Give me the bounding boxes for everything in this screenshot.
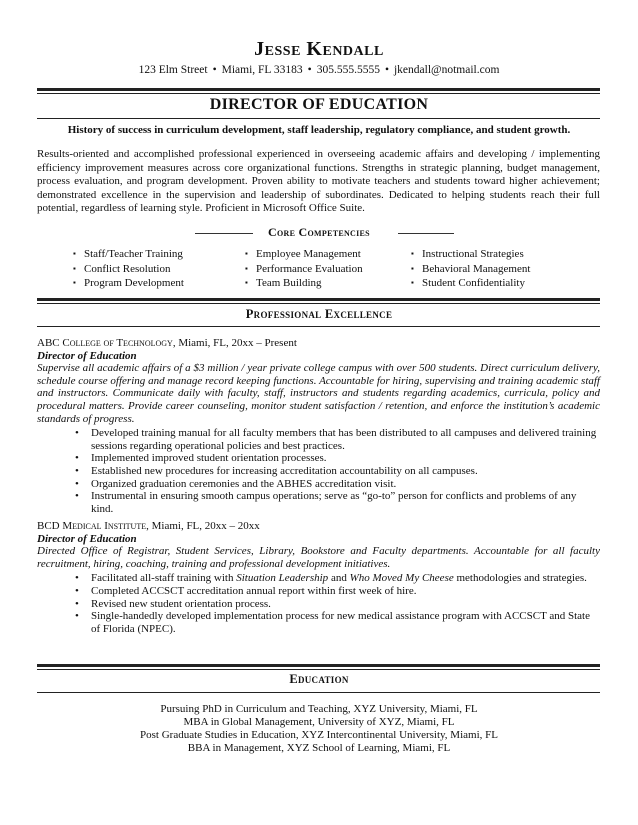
education-entry: Post Graduate Studies in Education, XYZ Intercontinental University, Miami, FL [140, 729, 498, 741]
achievement-item: • Implemented improved student orientation processes. [37, 452, 600, 465]
emphasis-text: Who Moved My Cheese [349, 572, 454, 585]
contact-separator: • [307, 64, 312, 76]
education-entry: BBA in Management, XYZ School of Learning, Miami, FL [187, 742, 451, 754]
achievement-item: • Organized graduation ceremonies and the ABHES accreditation visit. [37, 478, 600, 491]
core-competencies-title: Core Competencies [268, 225, 370, 239]
job-2-location-dates: , Miami, FL, 20xx – 20xx [146, 520, 260, 532]
tagline: History of success in curriculum development, staff leadership, regulatory compliance, and student growth. [67, 124, 571, 136]
experience-rule-top-thin [37, 303, 600, 304]
competency-item: ▪ Instructional Strategies [411, 247, 530, 262]
competency-item: ▪ Employee Management [245, 247, 363, 262]
education-rule-top-thick [37, 664, 600, 667]
core-rule-right [398, 233, 454, 234]
competency-item: ▪ Conflict Resolution [73, 262, 184, 277]
competency-column-1 [73, 247, 184, 291]
competency-item: ▪ Staff/Teacher Training [73, 247, 184, 262]
job-1 [37, 337, 600, 515]
achievement-item: • Developed training manual for all faculty members that has been distributed to all campuses and delivered training sessions regarding operational policies and best practices. [37, 427, 600, 452]
achievement-item: • Instrumental in ensuring smooth campus operations; serve as “go-to” person for conflicts and problems of any kind. [37, 490, 600, 515]
job-1-description: Supervise all academic affairs of a $3 million / year private college campus with over 500 students. Direct curriculum delivery, schedule course offering and manage record keeping functions. Accountable for hiring, supervising and training academic staff and instructors. Communicate daily with faculty, staff, instructors and students regarding academics, curricula, policy and procedural matters. Provide career counseling, monitor student satisfaction / retention, and enforce the institution’s academic standards of progress. [37, 362, 600, 425]
experience-section-title: Professional Excellence [245, 307, 393, 321]
job-2-description: Directed Office of Registrar, Student Services, Library, Bookstore and Faculty departments. Accountable for all faculty recruitment, hiring, coaching, training and professional development initiatives. [37, 545, 600, 570]
job-2 [37, 520, 600, 635]
experience-rule-bottom [37, 326, 600, 327]
achievement-item: • Completed ACCSCT accreditation annual report within first week of hire. [37, 585, 600, 598]
emphasis-text: Situation Leadership [236, 572, 329, 585]
experience-rule-top-thick [37, 298, 600, 301]
education-rule-bottom [37, 692, 600, 693]
competency-item: ▪ Behavioral Management [411, 262, 530, 277]
job-1-employer: ABC College of Technology [37, 337, 173, 349]
job-2-achievements [37, 572, 600, 635]
achievement-item: • Single-handedly developed implementation process for new medical assistance program with ACCSCT and State of Florida (NPEC). [37, 610, 600, 635]
contact-street: 123 Elm Street [138, 64, 208, 76]
achievement-item: • Revised new student orientation process. [37, 598, 600, 611]
education-entry: MBA in Global Management, University of XYZ, Miami, FL [183, 716, 455, 728]
contact-email: jkendall@notmail.com [393, 64, 500, 76]
education-entry: Pursuing PhD in Curriculum and Teaching, XYZ University, Miami, FL [160, 703, 478, 715]
competency-item: ▪ Student Confidentiality [411, 276, 530, 291]
education-rule-top-thin [37, 669, 600, 670]
headline-rule-top-thin [37, 93, 600, 94]
education-section-title: Education [289, 672, 349, 686]
competency-column-3 [411, 247, 530, 291]
competency-item: ▪ Program Development [73, 276, 184, 291]
contact-separator: • [384, 64, 389, 76]
contact-line [0, 64, 638, 76]
summary-paragraph: Results-oriented and accomplished professional experienced in overseeing academic affairs and developing / implementing efficiency improvement measures across core organizational functions. Strengths in strategic planning, budget management, process evaluation, and program development. Proven ability to motivate teachers and students toward higher achievement; demonstrated excellence in the supervision and leadership of subordinates. Dedicated to helping students reach their full potential, regardless of learning style. Proficient in Microsoft Office Suite. [37, 148, 600, 215]
contact-phone: 305.555.5555 [316, 64, 380, 76]
job-1-employer-line [37, 337, 600, 350]
job-1-location-dates: , Miami, FL, 20xx – Present [172, 337, 297, 349]
headline-rule-top-thick [37, 88, 600, 91]
job-2-employer: BCD Medical Institute [37, 520, 147, 532]
job-2-title: Director of Education [37, 532, 137, 545]
contact-city: Miami, FL 33183 [221, 64, 303, 76]
headline-rule-bottom [37, 118, 600, 119]
headline-title: DIRECTOR OF EDUCATION [209, 96, 429, 113]
achievement-item: • Facilitated all-staff training with Situation Leadership and Who Moved My Cheese methodologies and strategies. [37, 572, 600, 585]
job-1-achievements [37, 427, 600, 515]
education-list [0, 703, 638, 755]
job-1-title: Director of Education [37, 349, 137, 362]
competency-item: ▪ Performance Evaluation [245, 262, 363, 277]
job-2-employer-line [37, 520, 600, 533]
competency-column-2 [245, 247, 363, 291]
competency-item: ▪ Team Building [245, 276, 363, 291]
contact-separator: • [212, 64, 217, 76]
candidate-name: Jesse Kendall [254, 38, 384, 60]
achievement-item: • Established new procedures for increasing accreditation accountability on all campuses. [37, 465, 600, 478]
